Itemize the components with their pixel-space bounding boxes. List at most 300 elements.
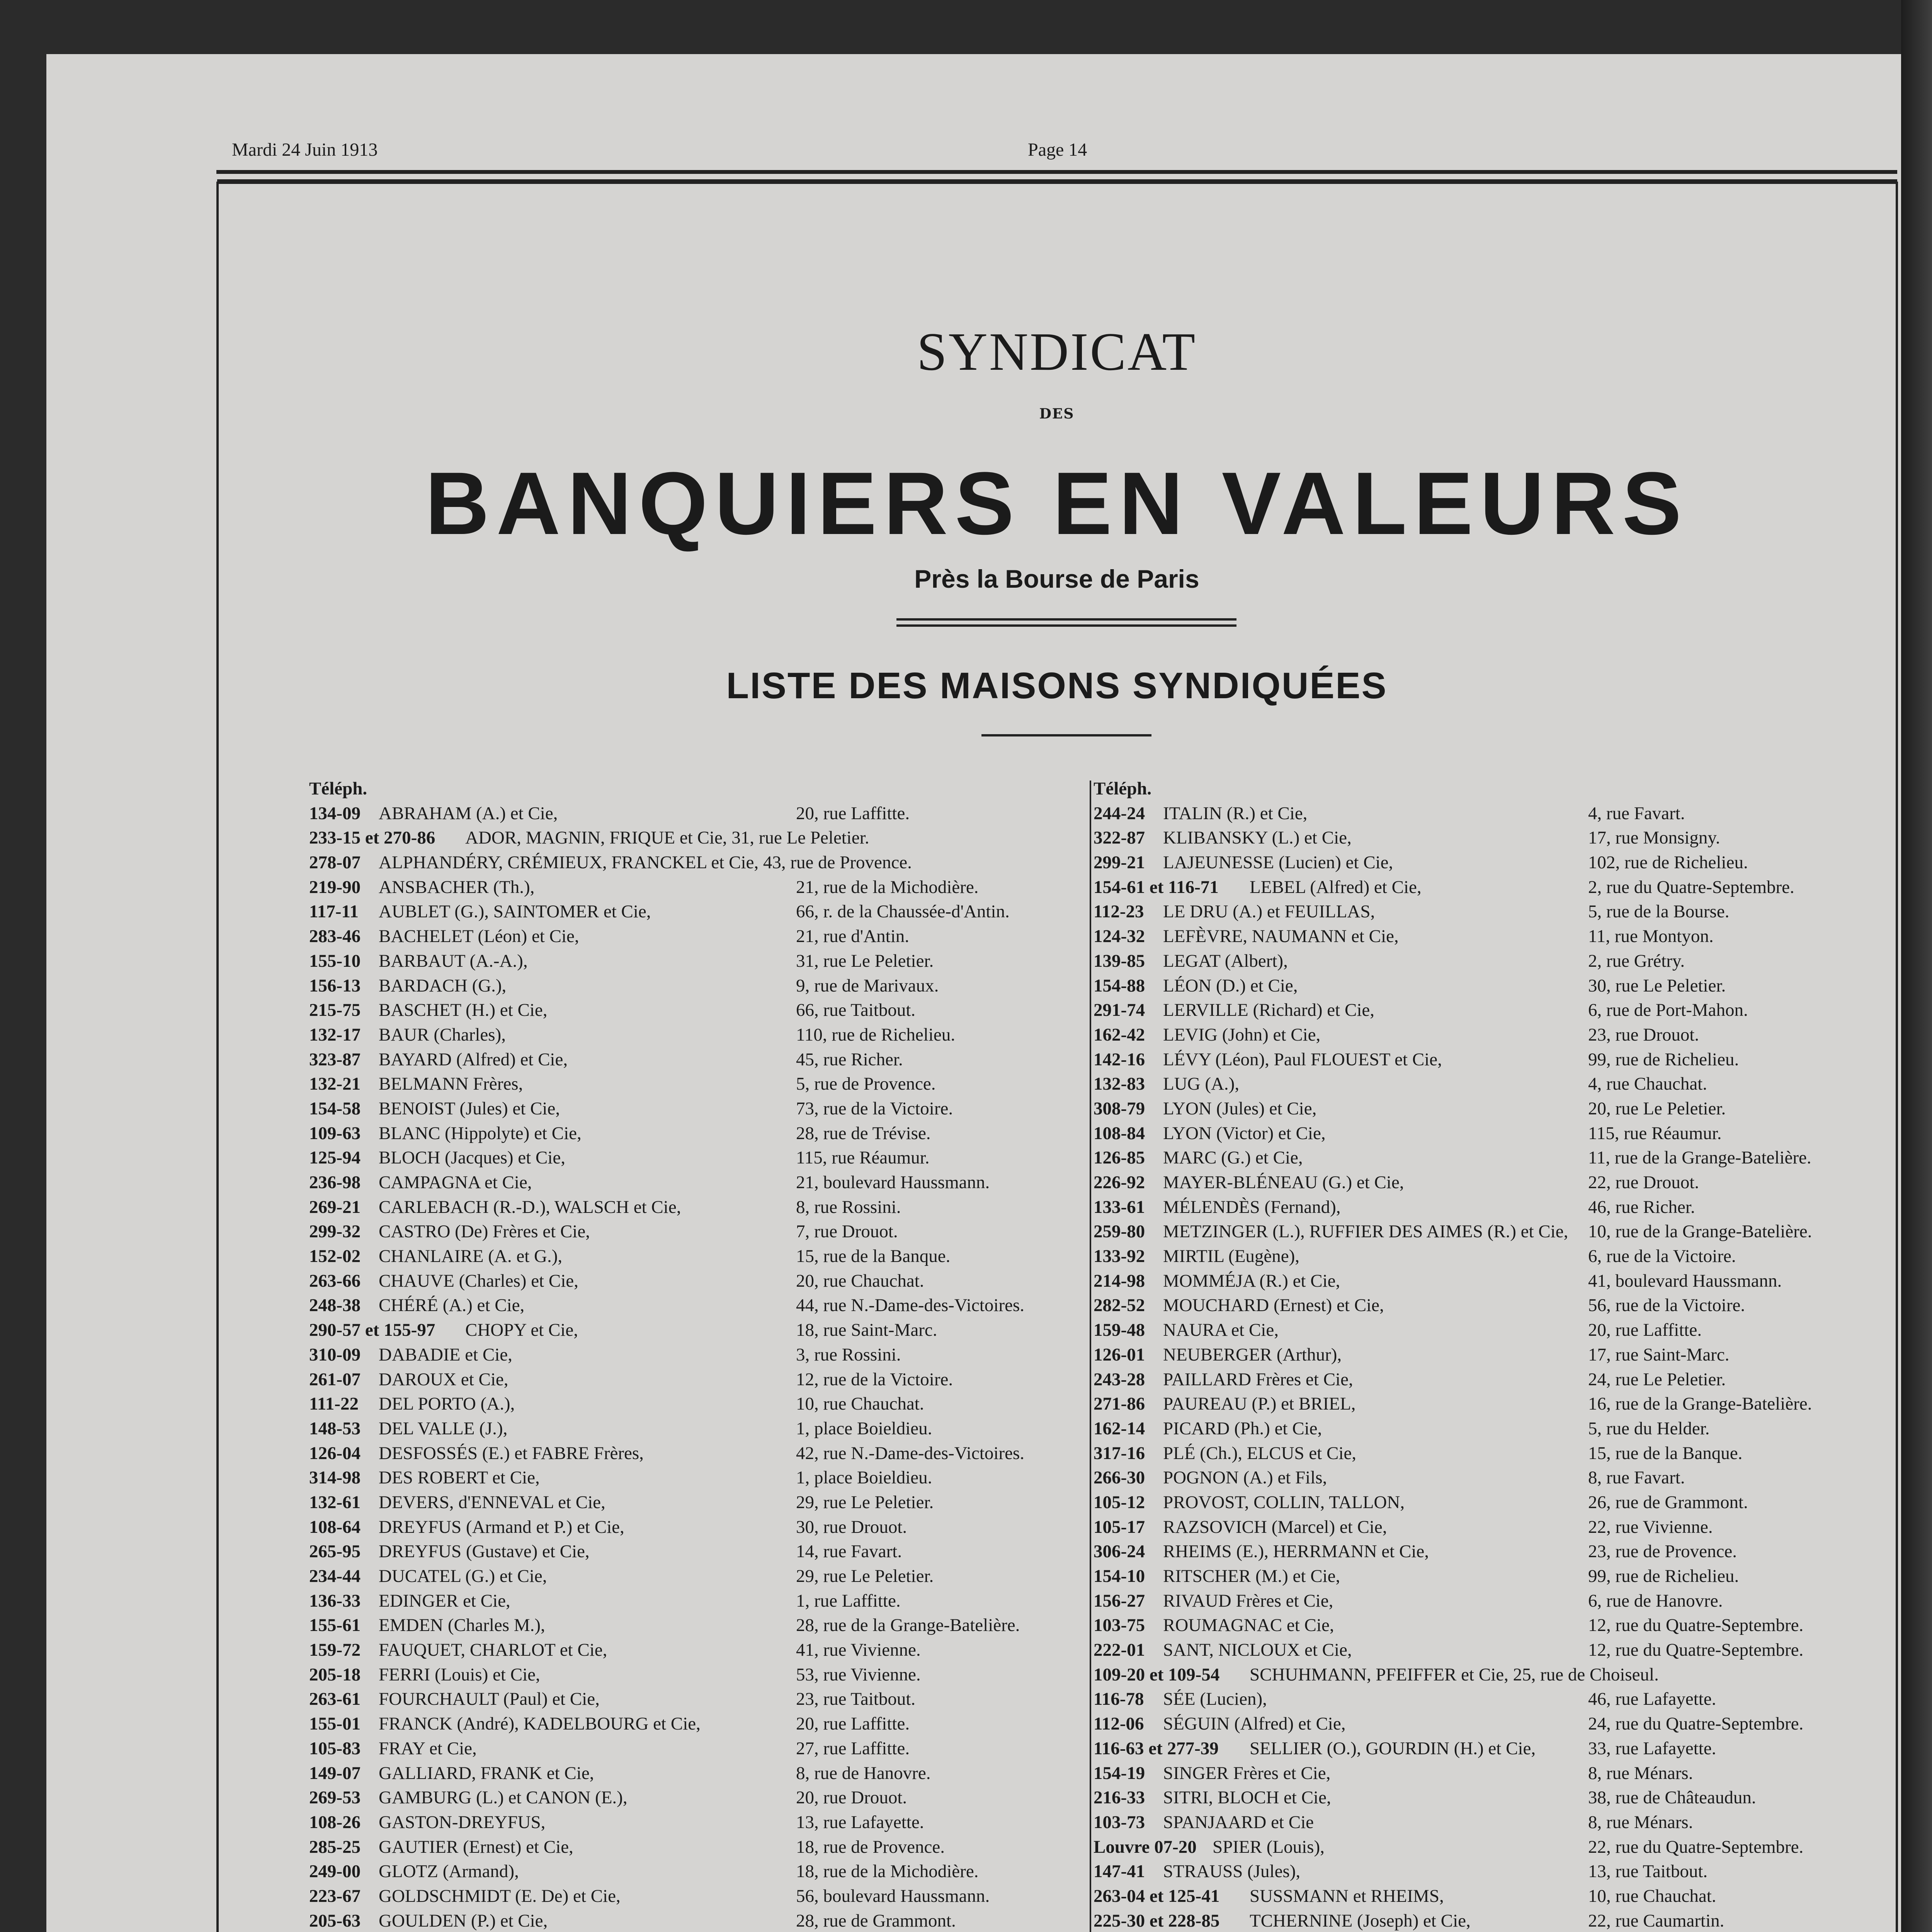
member-phone: 159-48 xyxy=(1094,1320,1145,1340)
member-phone: 269-21 xyxy=(309,1197,361,1217)
member-address: 6, rue de Hanovre. xyxy=(1588,1590,1723,1611)
member-address: 15, rue de la Banque. xyxy=(796,1246,951,1267)
member-phone: 155-10 xyxy=(309,951,361,971)
member-row xyxy=(309,1170,1086,1195)
member-name: PLÉ (Ch.), ELCUS et Cie, xyxy=(1163,1443,1356,1463)
member-row xyxy=(309,1909,1086,1932)
member-phone: 126-01 xyxy=(1094,1344,1145,1365)
member-address: 20, rue Le Peletier. xyxy=(1588,1098,1726,1119)
member-phone: 105-83 xyxy=(309,1738,361,1759)
member-phone: 109-63 xyxy=(309,1123,361,1143)
member-name: ADOR, MAGNIN, FRIQUE et Cie, 31, rue Le Peletier. xyxy=(465,828,869,848)
member-row xyxy=(309,974,1086,998)
member-row xyxy=(309,875,1086,900)
member-phone: 310-09 xyxy=(309,1344,361,1365)
member-row xyxy=(309,1146,1086,1170)
member-address: 22, rue Drouot. xyxy=(1588,1172,1699,1192)
header-rule xyxy=(216,170,1897,174)
member-phone: 132-61 xyxy=(309,1492,361,1512)
member-row xyxy=(1094,1195,1866,1220)
member-row xyxy=(309,1219,1086,1244)
member-phone: 308-79 xyxy=(1094,1098,1145,1119)
member-phone: 108-26 xyxy=(309,1812,361,1832)
member-name: GALLIARD, FRANK et Cie, xyxy=(379,1763,594,1783)
member-row xyxy=(1094,1663,1866,1687)
member-row xyxy=(309,949,1086,974)
member-address: 56, boulevard Haussmann. xyxy=(796,1886,990,1906)
member-address: 5, rue de Provence. xyxy=(796,1074,936,1094)
member-name: MARC (G.) et Cie, xyxy=(1163,1148,1303,1168)
member-address: 24, rue Le Peletier. xyxy=(1588,1369,1726,1389)
member-address: 2, rue du Quatre-Septembre. xyxy=(1588,877,1794,897)
member-row xyxy=(309,1613,1086,1638)
list-title-rule xyxy=(981,734,1151,736)
member-row xyxy=(309,1539,1086,1564)
member-phone: 162-14 xyxy=(1094,1418,1145,1439)
member-phone: 322-87 xyxy=(1094,828,1145,848)
member-row xyxy=(1094,1909,1866,1932)
member-phone: 215-75 xyxy=(309,1000,361,1020)
member-phone: 134-09 xyxy=(309,803,361,823)
member-address: 8, rue Ménars. xyxy=(1588,1763,1693,1783)
member-name: ANSBACHER (Th.), xyxy=(379,877,535,897)
member-phone: 132-21 xyxy=(309,1074,361,1094)
member-name: SANT, NICLOUX et Cie, xyxy=(1163,1640,1352,1660)
member-phone: 223-67 xyxy=(309,1886,361,1906)
member-phone: 116-78 xyxy=(1094,1689,1144,1709)
member-phone: 226-92 xyxy=(1094,1172,1145,1192)
member-address: 6, rue de la Victoire. xyxy=(1588,1246,1736,1267)
member-row xyxy=(309,1244,1086,1269)
member-row xyxy=(1094,1023,1866,1048)
member-phone: 156-27 xyxy=(1094,1590,1145,1611)
member-row xyxy=(1094,1072,1866,1097)
member-address: 14, rue Favart. xyxy=(796,1541,902,1562)
member-address: 30, rue Drouot. xyxy=(796,1517,907,1537)
member-name: GAUTIER (Ernest) et Cie, xyxy=(379,1837,573,1857)
member-row xyxy=(1094,1269,1866,1294)
member-name: CAMPAGNA et Cie, xyxy=(379,1172,532,1192)
member-phone: 282-52 xyxy=(1094,1295,1145,1316)
member-phone: 136-33 xyxy=(309,1590,361,1611)
list-title: LISTE DES MAISONS SYNDIQUÉES xyxy=(726,665,1388,706)
member-row xyxy=(309,1466,1086,1490)
member-address: 21, rue de la Michodière. xyxy=(796,877,979,897)
member-name: SINGER Frères et Cie, xyxy=(1163,1763,1331,1783)
right-col-header: Téléph. xyxy=(1094,779,1152,799)
member-address: 12, rue du Quatre-Septembre. xyxy=(1588,1640,1804,1660)
member-name: RIVAUD Frères et Cie, xyxy=(1163,1590,1333,1611)
member-phone: 285-25 xyxy=(309,1837,361,1857)
member-phone: 139-85 xyxy=(1094,951,1145,971)
member-phone: 323-87 xyxy=(309,1049,361,1070)
member-row xyxy=(1094,998,1866,1023)
member-row xyxy=(1094,1687,1866,1712)
member-row xyxy=(1094,1466,1866,1490)
member-row xyxy=(1094,875,1866,900)
member-name: BACHELET (Léon) et Cie, xyxy=(379,926,579,947)
member-address: 22, rue Caumartin. xyxy=(1588,1910,1725,1931)
member-row xyxy=(309,1884,1086,1909)
member-phone: 263-61 xyxy=(309,1689,361,1709)
header-page-number: Page 14 xyxy=(1028,139,1087,160)
member-phone: 103-73 xyxy=(1094,1812,1145,1832)
member-row xyxy=(309,801,1086,826)
member-phone: 105-17 xyxy=(1094,1517,1145,1537)
member-address: 99, rue de Richelieu. xyxy=(1588,1049,1739,1070)
member-phone: 116-63 et 277-39 xyxy=(1094,1738,1219,1759)
member-phone: 278-07 xyxy=(309,852,361,873)
member-address: 4, rue Favart. xyxy=(1588,803,1685,823)
member-row xyxy=(309,1564,1086,1589)
member-name: DEL VALLE (J.), xyxy=(379,1418,508,1439)
member-phone: 205-18 xyxy=(309,1664,361,1685)
member-name: EMDEN (Charles M.), xyxy=(379,1615,545,1636)
member-name: NEUBERGER (Arthur), xyxy=(1163,1344,1342,1365)
member-name: BENOIST (Jules) et Cie, xyxy=(379,1098,560,1119)
member-address: 24, rue du Quatre-Septembre. xyxy=(1588,1714,1804,1734)
member-name: LEVIG (John) et Cie, xyxy=(1163,1024,1321,1045)
member-name: ABRAHAM (A.) et Cie, xyxy=(379,803,558,823)
member-phone: 243-28 xyxy=(1094,1369,1145,1389)
member-phone: 147-41 xyxy=(1094,1861,1145,1882)
member-address: 20, rue Laffitte. xyxy=(796,803,910,823)
member-phone: 117-11 xyxy=(309,901,359,922)
member-row xyxy=(309,1023,1086,1048)
member-row xyxy=(1094,1318,1866,1343)
member-name: ALPHANDÉRY, CRÉMIEUX, FRANCKEL et Cie, 43, rue de Provence. xyxy=(379,852,912,873)
member-phone: 248-38 xyxy=(309,1295,361,1316)
member-name: LEGAT (Albert), xyxy=(1163,951,1288,971)
member-address: 17, rue Monsigny. xyxy=(1588,828,1720,848)
member-row xyxy=(309,1515,1086,1540)
member-address: 18, rue de la Michodière. xyxy=(796,1861,979,1882)
member-name: BASCHET (H.) et Cie, xyxy=(379,1000,548,1020)
member-row xyxy=(1094,1613,1866,1638)
member-name: CHOPY et Cie, xyxy=(465,1320,578,1340)
member-phone: 205-63 xyxy=(309,1910,361,1931)
member-address: 9, rue de Marivaux. xyxy=(796,975,939,996)
member-address: 15, rue de la Banque. xyxy=(1588,1443,1743,1463)
member-row xyxy=(309,1441,1086,1466)
member-row xyxy=(1094,1392,1866,1417)
member-address: 27, rue Laffitte. xyxy=(796,1738,910,1759)
member-name: ITALIN (R.) et Cie, xyxy=(1163,803,1308,823)
member-row xyxy=(1094,1859,1866,1884)
member-address: 56, rue de la Victoire. xyxy=(1588,1295,1745,1316)
member-row xyxy=(309,1712,1086,1736)
member-name: DESFOSSÉS (E.) et FABRE Frères, xyxy=(379,1443,644,1463)
header-date: Mardi 24 Juin 1913 xyxy=(232,139,378,160)
member-phone: 125-94 xyxy=(309,1148,361,1168)
member-row xyxy=(1094,949,1866,974)
member-phone: 133-61 xyxy=(1094,1197,1145,1217)
member-address: 26, rue de Grammont. xyxy=(1588,1492,1748,1512)
member-row xyxy=(309,1195,1086,1220)
member-name: ROUMAGNAC et Cie, xyxy=(1163,1615,1334,1636)
member-name: CASTRO (De) Frères et Cie, xyxy=(379,1221,590,1242)
member-address: 46, rue Lafayette. xyxy=(1588,1689,1716,1709)
member-phone: 317-16 xyxy=(1094,1443,1145,1463)
member-phone: 214-98 xyxy=(1094,1270,1145,1291)
title-subtitle: Près la Bourse de Paris xyxy=(914,565,1199,593)
member-phone: 133-92 xyxy=(1094,1246,1145,1267)
member-address: 66, rue Taitbout. xyxy=(796,1000,916,1020)
member-address: 33, rue Lafayette. xyxy=(1588,1738,1716,1759)
member-name: LYON (Victor) et Cie, xyxy=(1163,1123,1326,1143)
member-row xyxy=(1094,1761,1866,1786)
member-name: FRANCK (André), KADELBOURG et Cie, xyxy=(379,1714,701,1734)
member-row xyxy=(1094,1884,1866,1909)
member-row xyxy=(1094,1638,1866,1663)
member-address: 99, rue de Richelieu. xyxy=(1588,1566,1739,1586)
member-row xyxy=(309,1663,1086,1687)
member-name: STRAUSS (Jules), xyxy=(1163,1861,1301,1882)
member-row xyxy=(1094,1441,1866,1466)
member-row xyxy=(1094,1244,1866,1269)
member-name: BARBAUT (A.-A.), xyxy=(379,951,528,971)
member-row xyxy=(309,1761,1086,1786)
member-name: LE DRU (A.) et FEUILLAS, xyxy=(1163,901,1375,922)
member-phone: 234-44 xyxy=(309,1566,361,1586)
member-row xyxy=(309,1687,1086,1712)
member-row xyxy=(309,1392,1086,1417)
member-name: DAROUX et Cie, xyxy=(379,1369,509,1389)
member-phone: Louvre 07-20 xyxy=(1094,1837,1197,1857)
member-name: GAMBURG (L.) et CANON (E.), xyxy=(379,1787,628,1808)
member-phone: 148-53 xyxy=(309,1418,361,1439)
member-phone: 222-01 xyxy=(1094,1640,1145,1660)
member-name: BAYARD (Alfred) et Cie, xyxy=(379,1049,568,1070)
member-address: 13, rue Lafayette. xyxy=(796,1812,924,1832)
member-phone: 266-30 xyxy=(1094,1468,1145,1488)
member-address: 18, rue Saint-Marc. xyxy=(796,1320,937,1340)
member-name: RAZSOVICH (Marcel) et Cie, xyxy=(1163,1517,1387,1537)
member-phone: 156-13 xyxy=(309,975,361,996)
member-address: 4, rue Chauchat. xyxy=(1588,1074,1708,1094)
member-address: 21, boulevard Haussmann. xyxy=(796,1172,990,1192)
member-address: 23, rue Taitbout. xyxy=(796,1689,916,1709)
member-phone: 263-04 et 125-41 xyxy=(1094,1886,1220,1906)
member-address: 1, place Boieldieu. xyxy=(796,1468,932,1488)
member-row xyxy=(1094,1417,1866,1441)
member-phone: 152-02 xyxy=(309,1246,361,1267)
member-row xyxy=(1094,1170,1866,1195)
member-address: 8, rue de Hanovre. xyxy=(796,1763,931,1783)
title-main: BANQUIERS EN VALEURS xyxy=(425,454,1689,553)
member-row xyxy=(309,1269,1086,1294)
member-address: 1, place Boieldieu. xyxy=(796,1418,932,1439)
member-row xyxy=(1094,1490,1866,1515)
member-address: 22, rue du Quatre-Septembre. xyxy=(1588,1837,1804,1857)
member-name: CHANLAIRE (A. et G.), xyxy=(379,1246,563,1267)
member-address: 20, rue Laffitte. xyxy=(796,1714,910,1734)
member-name: DABADIE et Cie, xyxy=(379,1344,512,1365)
member-phone: 126-85 xyxy=(1094,1148,1145,1168)
member-phone: 299-21 xyxy=(1094,852,1145,873)
member-row xyxy=(1094,826,1866,850)
member-address: 12, rue du Quatre-Septembre. xyxy=(1588,1615,1804,1636)
left-col-header: Téléph. xyxy=(309,779,367,799)
member-row xyxy=(309,1343,1086,1367)
member-address: 23, rue de Provence. xyxy=(1588,1541,1737,1562)
member-name: TCHERNINE (Joseph) et Cie, xyxy=(1250,1910,1471,1931)
member-address: 28, rue de Trévise. xyxy=(796,1123,931,1143)
member-name: GASTON-DREYFUS, xyxy=(379,1812,546,1832)
member-phone: 132-17 xyxy=(309,1024,361,1045)
member-name: KLIBANSKY (L.) et Cie, xyxy=(1163,828,1352,848)
member-address: 18, rue de Provence. xyxy=(796,1837,945,1857)
member-address: 66, r. de la Chaussée-d'Antin. xyxy=(796,901,1010,922)
member-phone: 291-74 xyxy=(1094,1000,1145,1020)
member-row xyxy=(1094,1121,1866,1146)
member-name: MÉLENDÈS (Fernand), xyxy=(1163,1197,1341,1217)
member-name: SCHUHMANN, PFEIFFER et Cie, 25, rue de Choiseul. xyxy=(1250,1664,1659,1685)
member-name: LYON (Jules) et Cie, xyxy=(1163,1098,1317,1119)
member-address: 42, rue N.-Dame-des-Victoires. xyxy=(796,1443,1024,1463)
member-name: SPANJAARD et Cie xyxy=(1163,1812,1314,1832)
member-name: SÉE (Lucien), xyxy=(1163,1689,1267,1709)
member-address: 8, rue Favart. xyxy=(1588,1468,1685,1488)
member-name: DES ROBERT et Cie, xyxy=(379,1468,540,1488)
member-phone: 154-10 xyxy=(1094,1566,1145,1586)
member-phone: 155-61 xyxy=(309,1615,361,1636)
member-address: 38, rue de Châteaudun. xyxy=(1588,1787,1756,1808)
member-phone: 132-83 xyxy=(1094,1074,1145,1094)
member-phone: 299-32 xyxy=(309,1221,361,1242)
member-phone: 154-88 xyxy=(1094,975,1145,996)
member-name: PAILLARD Frères et Cie, xyxy=(1163,1369,1353,1389)
member-name: METZINGER (L.), RUFFIER DES AIMES (R.) et Cie, xyxy=(1163,1221,1568,1242)
member-row xyxy=(1094,974,1866,998)
member-phone: 159-72 xyxy=(309,1640,361,1660)
member-name: MOUCHARD (Ernest) et Cie, xyxy=(1163,1295,1384,1316)
member-phone: 154-19 xyxy=(1094,1763,1145,1783)
member-row xyxy=(1094,900,1866,924)
member-name: SITRI, BLOCH et Cie, xyxy=(1163,1787,1331,1808)
member-row xyxy=(1094,1810,1866,1835)
member-row xyxy=(1094,1219,1866,1244)
member-phone: 249-00 xyxy=(309,1861,361,1882)
member-phone: 219-90 xyxy=(309,877,361,897)
member-address: 10, rue de la Grange-Batelière. xyxy=(1588,1221,1812,1242)
right-member-column xyxy=(1094,777,1866,1932)
member-name: LEFÈVRE, NAUMANN et Cie, xyxy=(1163,926,1399,947)
title-des: DES xyxy=(1039,406,1075,422)
newspaper-page xyxy=(46,54,1901,1932)
member-name: AUBLET (G.), SAINTOMER et Cie, xyxy=(379,901,651,922)
title-syndicat: SYNDICAT xyxy=(917,322,1197,382)
member-name: LERVILLE (Richard) et Cie, xyxy=(1163,1000,1374,1020)
member-address: 10, rue Chauchat. xyxy=(1588,1886,1716,1906)
member-address: 115, rue Réaumur. xyxy=(796,1148,930,1168)
member-address: 16, rue de la Grange-Batelière. xyxy=(1588,1394,1812,1414)
member-address: 45, rue Richer. xyxy=(796,1049,903,1070)
member-name: MAYER-BLÉNEAU (G.) et Cie, xyxy=(1163,1172,1404,1192)
member-name: LÉVY (Léon), Paul FLOUEST et Cie, xyxy=(1163,1049,1442,1070)
member-name: MOMMÉJA (R.) et Cie, xyxy=(1163,1270,1340,1291)
member-phone: 283-46 xyxy=(309,926,361,947)
member-name: DEVERS, d'ENNEVAL et Cie, xyxy=(379,1492,605,1512)
member-name: LÉON (D.) et Cie, xyxy=(1163,975,1298,996)
member-row xyxy=(309,1835,1086,1860)
member-name: MIRTIL (Eugène), xyxy=(1163,1246,1300,1267)
member-row xyxy=(309,1859,1086,1884)
member-name: EDINGER et Cie, xyxy=(379,1590,510,1611)
member-phone: 225-30 et 228-85 xyxy=(1094,1910,1220,1931)
member-name: GLOTZ (Armand), xyxy=(379,1861,519,1882)
member-name: POGNON (A.) et Fils, xyxy=(1163,1468,1327,1488)
member-phone: 162-42 xyxy=(1094,1024,1145,1045)
member-row xyxy=(309,1318,1086,1343)
member-phone: 261-07 xyxy=(309,1369,361,1389)
member-name: NAURA et Cie, xyxy=(1163,1320,1279,1340)
member-row xyxy=(309,1097,1086,1121)
member-phone: 111-22 xyxy=(309,1394,359,1414)
member-address: 13, rue Taitbout. xyxy=(1588,1861,1708,1882)
member-name: PAUREAU (P.) et BRIEL, xyxy=(1163,1394,1356,1414)
member-address: 12, rue de la Victoire. xyxy=(796,1369,953,1389)
member-name: FOURCHAULT (Paul) et Cie, xyxy=(379,1689,600,1709)
member-address: 11, rue Montyon. xyxy=(1588,926,1714,947)
member-address: 41, rue Vivienne. xyxy=(796,1640,921,1660)
member-row xyxy=(1094,1293,1866,1318)
member-name: FERRI (Louis) et Cie, xyxy=(379,1664,540,1685)
member-name: CHAUVE (Charles) et Cie, xyxy=(379,1270,578,1291)
member-row xyxy=(1094,1539,1866,1564)
member-address: 11, rue de la Grange-Batelière. xyxy=(1588,1148,1811,1168)
member-name: LAJEUNESSE (Lucien) et Cie, xyxy=(1163,852,1393,873)
member-address: 17, rue Saint-Marc. xyxy=(1588,1344,1730,1365)
member-row xyxy=(1094,1712,1866,1736)
member-address: 6, rue de Port-Mahon. xyxy=(1588,1000,1748,1020)
member-row xyxy=(1094,1048,1866,1072)
member-phone: 108-64 xyxy=(309,1517,361,1537)
member-name: RHEIMS (E.), HERRMANN et Cie, xyxy=(1163,1541,1429,1562)
member-row xyxy=(309,1786,1086,1810)
member-name: DREYFUS (Gustave) et Cie, xyxy=(379,1541,590,1562)
member-name: DEL PORTO (A.), xyxy=(379,1394,515,1414)
member-address: 28, rue de Grammont. xyxy=(796,1910,956,1931)
member-phone: 105-12 xyxy=(1094,1492,1145,1512)
member-address: 53, rue Vivienne. xyxy=(796,1664,921,1685)
member-phone: 263-66 xyxy=(309,1270,361,1291)
member-name: LEBEL (Alfred) et Cie, xyxy=(1250,877,1422,897)
member-address: 8, rue Rossini. xyxy=(796,1197,901,1217)
member-phone: 154-58 xyxy=(309,1098,361,1119)
member-name: PICARD (Ph.) et Cie, xyxy=(1163,1418,1322,1439)
member-row xyxy=(309,998,1086,1023)
member-row xyxy=(309,1417,1086,1441)
member-address: 5, rue de la Bourse. xyxy=(1588,901,1730,922)
member-address: 115, rue Réaumur. xyxy=(1588,1123,1722,1143)
member-row xyxy=(309,1638,1086,1663)
member-row xyxy=(1094,1589,1866,1614)
member-phone: 155-01 xyxy=(309,1714,361,1734)
title-rule-2 xyxy=(896,624,1236,627)
member-phone: 271-86 xyxy=(1094,1394,1145,1414)
member-row xyxy=(309,1048,1086,1072)
member-address: 20, rue Drouot. xyxy=(796,1787,907,1808)
member-row xyxy=(309,1810,1086,1835)
member-phone: 233-15 et 270-86 xyxy=(309,828,435,848)
member-address: 102, rue de Richelieu. xyxy=(1588,852,1748,873)
member-phone: 126-04 xyxy=(309,1443,361,1463)
member-address: 10, rue Chauchat. xyxy=(796,1394,924,1414)
member-phone: 236-98 xyxy=(309,1172,361,1192)
left-member-column xyxy=(309,777,1086,1932)
member-phone: 216-33 xyxy=(1094,1787,1145,1808)
